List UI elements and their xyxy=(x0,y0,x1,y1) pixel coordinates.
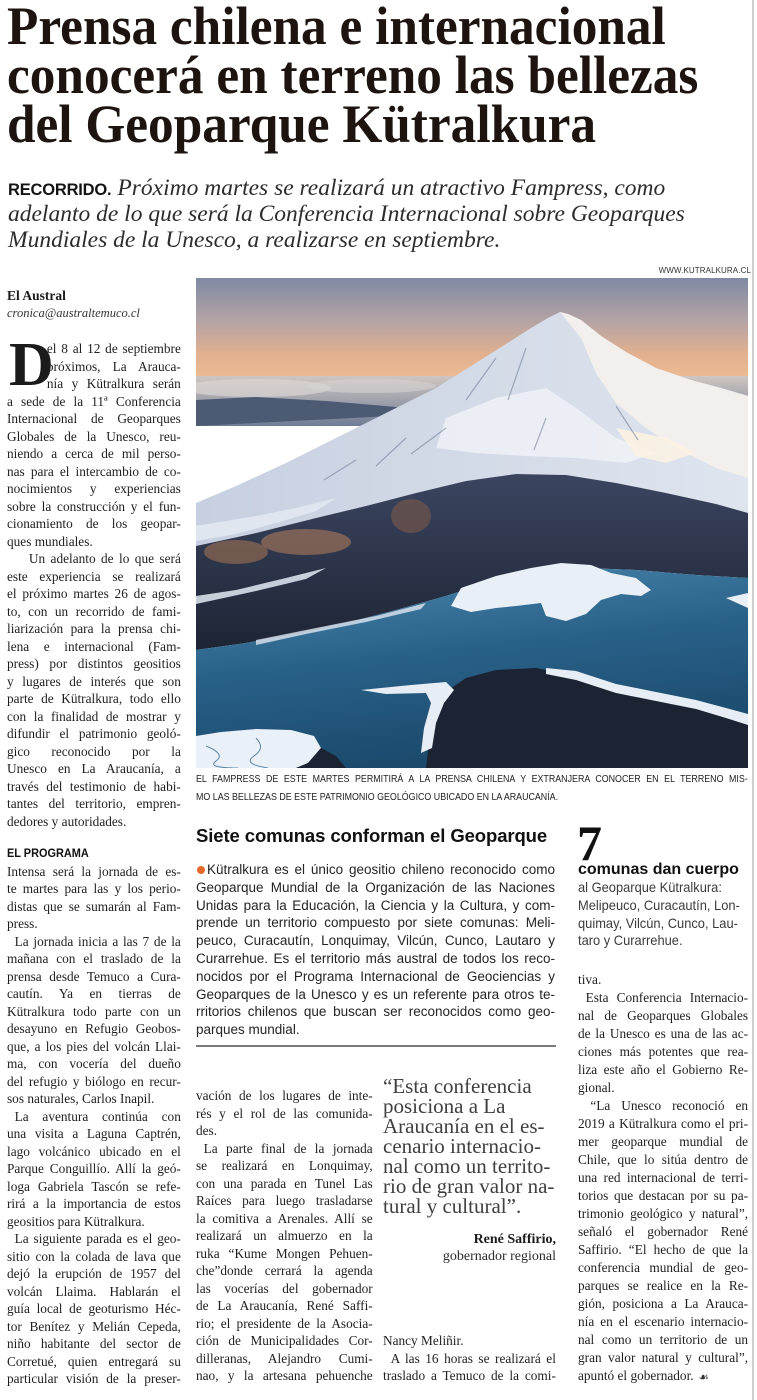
headline-line: Prensa chilena e internacional xyxy=(7,0,666,56)
text-line: sitio con la colada de lava que xyxy=(7,1249,181,1265)
sidebar-line: nocidos por el Programa Internacional de Geociencias y xyxy=(196,968,555,984)
sunlit-patch xyxy=(391,499,431,533)
text-line: con una parada en Tunel Las xyxy=(196,1176,373,1192)
text-line: sos naturales, Carlos Inapil. xyxy=(7,1092,155,1107)
text-line: Parque Conguillío. Allí la geó- xyxy=(7,1162,181,1177)
text-line: sobre la construcción y el fun- xyxy=(7,499,181,515)
quote-role: gobernador regional xyxy=(442,1249,556,1264)
paragraph xyxy=(383,1351,556,1386)
deck-text: Próximo martes se realizará un atractivo Fampress, como xyxy=(117,175,666,201)
text-line: y lugares de interés que son xyxy=(7,674,181,690)
text-line: dejó la erupción de 1957 del xyxy=(7,1267,181,1282)
deck-rest xyxy=(8,201,685,253)
deck-line xyxy=(8,175,685,201)
text-line: realizará un almuerzo en la xyxy=(196,1229,373,1244)
text-line: rirá a la importancia de estos xyxy=(7,1197,181,1212)
text-line: nas para el intercambio de co- xyxy=(7,464,181,480)
byline-email: cronica@australtemuco.cl xyxy=(7,306,140,320)
text-line: parte de Kütralkura, todo ello xyxy=(7,692,181,707)
deck-line: Mundiales de la Unesco, a realizarse en septiembre. xyxy=(8,227,501,253)
factbox-line: quimay, Vilcún, Cunco, Lau- xyxy=(578,914,738,931)
text-line: nía en el escenario internacio- xyxy=(578,1315,749,1330)
text-line: ciones más potentes que rea- xyxy=(578,1045,749,1060)
text-line: La siguiente parada es el geo- xyxy=(14,1232,181,1247)
sidebar-line: Unidas para la Educación, la Ciencia y la Cultura, y com- xyxy=(196,897,555,913)
factbox-number: 7 xyxy=(577,815,602,871)
text-line: guía local de geoturismo Héc- xyxy=(7,1302,181,1317)
sidebar-divider xyxy=(196,1045,556,1047)
text-line: desayuno en Refugio Geobos- xyxy=(7,1022,181,1037)
text-line: che”donde cerrará la agenda xyxy=(196,1264,373,1279)
text-line: La parte final de la jornada xyxy=(203,1141,373,1157)
sidebar-body xyxy=(196,861,555,1039)
sidebar-line: Geoparques de la Unesco y es un referente para otros te- xyxy=(196,986,555,1002)
text-line: cautín. Ya en tierras de xyxy=(7,987,181,1002)
text-line: press. xyxy=(7,917,38,932)
text-line: La jornada inicia a las 7 de la xyxy=(14,934,181,950)
text-line: Chile, que lo sitúa dentro de xyxy=(578,1153,749,1168)
text-line: distas que se sumarán al Fam- xyxy=(7,899,181,915)
text-line: con la finalidad de mostrar y xyxy=(7,709,181,725)
text-line: Un adelanto de lo que será xyxy=(28,552,181,567)
volcano-photo-svg xyxy=(196,278,748,768)
sidebar-line: Kütralkura es el único geositio chileno reconocido como xyxy=(207,862,555,877)
text-line: Intensa será la jornada de es- xyxy=(7,864,181,880)
paragraph xyxy=(7,1109,181,1232)
text-line: lena e internacional (Fam- xyxy=(7,639,181,655)
text-line: este experiencia se realizará xyxy=(7,569,181,585)
text-line: particular visión de la preser- xyxy=(7,1372,181,1387)
text-line: gran valor natural y cultural”, xyxy=(578,1351,749,1366)
text-line: to, con un recorrido de fami- xyxy=(7,604,181,620)
factbox-title: comunas dan cuerpo xyxy=(578,861,739,878)
quote-line: rio de gran valor na- xyxy=(383,1174,555,1198)
text-line: nocimientos y experiencias xyxy=(7,482,181,497)
text-line: Kütralkura todo parte con un xyxy=(7,1004,181,1020)
text-line: Globales de la Unesco, reu- xyxy=(7,429,181,445)
text-line: loga Gabriela Tascón se refe- xyxy=(7,1179,181,1195)
byline-author: El Austral xyxy=(7,288,66,303)
sidebar-line: Curarrehue. Es el territorio más austral de todos los reco- xyxy=(196,950,555,966)
text-line: a sede de la 11ª Conferencia xyxy=(7,394,181,410)
text-line: liza este año el Gobierno Re- xyxy=(578,1063,749,1078)
deck-label: RECORRIDO. xyxy=(8,181,112,199)
text-line: Nancy Meliñir. xyxy=(383,1334,464,1349)
text-line: te martes para las y los perio- xyxy=(7,882,181,897)
quote-line: posiciona a La xyxy=(383,1094,506,1118)
text-line: del refugio y biólogo en recur- xyxy=(7,1074,181,1090)
text-line: Raíces para luego trasladarse xyxy=(196,1194,373,1209)
text-line: nal de Geoparques Globales xyxy=(578,1009,749,1024)
text-line: nía y Kütralkura serán xyxy=(46,377,181,392)
text-line: trimonio geológico y natural”, xyxy=(578,1207,749,1222)
text-line: el 8 al 12 de septiembre xyxy=(46,342,181,357)
text-line: des. xyxy=(196,1124,218,1139)
text-line: niendo a cerca de mil perso- xyxy=(7,447,181,462)
text-line: señaló el gobernador René xyxy=(578,1225,749,1240)
paragraph xyxy=(196,1088,373,1141)
cloud xyxy=(306,379,436,393)
text-line: mer geoparque mundial de xyxy=(578,1135,749,1150)
quote-line: cenario internacio- xyxy=(383,1134,541,1158)
deck-line: adelanto de lo que será la Conferencia Internacional sobre Geoparques xyxy=(8,201,685,227)
text-line: través del testimonio de habi- xyxy=(7,779,181,795)
paragraph xyxy=(578,972,748,990)
factbox-line: al Geoparque Kütralkura: xyxy=(578,879,722,895)
text-line: próximos, La Arauca- xyxy=(46,359,181,375)
text-line: rés y el rol de las comunida- xyxy=(196,1106,373,1122)
pull-quote xyxy=(383,1076,557,1216)
sidebar-heading: Siete comunas conforman el Geoparque xyxy=(196,825,548,846)
section-subhead: EL PROGRAMA xyxy=(7,848,89,860)
text-line: vación de los lugares de inte- xyxy=(196,1089,373,1104)
column-3 xyxy=(383,1333,565,1386)
paragraph xyxy=(383,1333,556,1351)
headline xyxy=(7,0,735,154)
text-line: dilleranas, Alejandro Cumi- xyxy=(196,1351,373,1367)
text-line: el próximo martes 26 de agos- xyxy=(7,587,181,602)
text-line: tantes del territorio, empren- xyxy=(7,797,181,812)
text-line: press) por distintos geositios xyxy=(7,657,181,672)
quote-line: Araucanía en el es- xyxy=(383,1114,545,1138)
text-line: niño habitante del sector de xyxy=(7,1337,181,1352)
text-line: gión, posiciona a La Arauca- xyxy=(578,1297,749,1312)
text-line: una visita a Laguna Captrén, xyxy=(7,1127,181,1142)
text-line: ques mundiales. xyxy=(7,534,93,550)
text-line: conferencia mundial de geo- xyxy=(578,1261,749,1276)
text-line: Saffirio. “El hecho de que la xyxy=(578,1243,749,1258)
sidebar-line: Geoparque Mundial de la Organización de las Naciones xyxy=(196,879,555,895)
text-line: ción de Municipalidades Cor- xyxy=(196,1334,373,1349)
text-line: tiva. xyxy=(578,973,602,988)
quote-line: “Esta conferencia xyxy=(383,1074,532,1098)
text-line: La aventura continúa con xyxy=(14,1109,181,1125)
text-line: ma, con vocería del dueño xyxy=(7,1057,181,1072)
photo-credit: WWW.KUTRALKURA.CL xyxy=(658,266,751,275)
text-line: prensa desde Temuco a Cura- xyxy=(7,969,181,985)
sidebar-line: rritorios chilenos que buscan ser reconocidos como geo- xyxy=(196,1004,555,1020)
deck xyxy=(8,175,685,253)
end-of-article-icon: ☙ xyxy=(698,1370,709,1384)
text-line: las vocerías del gobernador xyxy=(196,1281,373,1297)
text-line: Unesco en La Araucanía, a xyxy=(7,762,181,777)
text-line: dedores y autoridades. xyxy=(7,814,127,830)
text-line: cionamiento de los geopar- xyxy=(7,517,181,532)
text-line: ruka “Kume Mongen Pehuen- xyxy=(196,1246,373,1262)
text-line: A las 16 horas se realizará el xyxy=(390,1351,556,1367)
text-line: nao, y la artesana pehuenche xyxy=(196,1369,373,1384)
text-line: Internacional de Geoparques xyxy=(7,412,181,427)
text-line: geositios para Kütralkura. xyxy=(7,1214,145,1230)
quote-line: tural y cultural”. xyxy=(383,1194,522,1218)
headline-line: conocerá en terreno las bellezas xyxy=(7,45,699,105)
text-line: una red internacional de terri- xyxy=(578,1171,749,1186)
headline-line: del Geoparque Kütralkura xyxy=(7,94,597,154)
caption-line: EL FAMPRESS DE ESTE MARTES PERMITIRÁ A LA PRENSA CHILENA Y EXTRANJERA CONOCER EN EL TERRENO MIS- xyxy=(196,773,748,785)
paragraph xyxy=(578,990,748,1098)
text-line: parques se realice en la Re- xyxy=(578,1279,749,1294)
factbox-body xyxy=(578,879,748,950)
drop-cap: D xyxy=(9,331,54,399)
paragraph xyxy=(196,1141,373,1386)
paragraph xyxy=(7,341,181,551)
caption-line: MO LAS BELLEZAS DE ESTE PATRIMONIO GEOLÓGICO UBICADO EN LA ARAUCANÍA. xyxy=(196,791,559,803)
text-line: “La Unesco reconoció en xyxy=(590,1099,749,1114)
text-line: difundir el patrimonio geoló- xyxy=(7,727,181,742)
text-line: rio; el presidente de la Asocia- xyxy=(196,1316,373,1332)
factbox-line: taro y Curarrehue. xyxy=(578,932,683,949)
text-line: torios que destacan por su pa- xyxy=(578,1189,749,1204)
sidebar-line: peuco, Curacautín, Lonquimay, Vilcún, Cunco, Lautaro y xyxy=(196,933,555,949)
paragraph xyxy=(7,1231,181,1389)
sidebar-line: prende un territorio compuesto por siete comunas: Meli- xyxy=(196,915,555,931)
photo-caption xyxy=(196,770,748,806)
text-line: que, a los pies del volcán Llai- xyxy=(7,1039,181,1055)
paragraph xyxy=(7,864,181,934)
text-line: tor Benítez y Melián Cepeda, xyxy=(7,1319,181,1335)
sunlit-patch xyxy=(261,529,351,555)
text-line: apuntó el gobernador. xyxy=(578,1369,694,1384)
paragraph xyxy=(578,1098,748,1386)
column-2 xyxy=(196,1088,382,1386)
text-line: 2019 a Kütralkura como el pri- xyxy=(578,1117,749,1132)
text-line: mañana con el traslado de la xyxy=(7,952,181,967)
text-line: gional. xyxy=(578,1081,615,1096)
text-line: volcán Llaima. Hablarán el xyxy=(7,1284,181,1300)
paragraph xyxy=(7,551,181,831)
text-line: liarización para la prensa chi- xyxy=(7,622,181,637)
factbox-line: Melipeuco, Curacautín, Lon- xyxy=(578,896,740,913)
text-line: se realizará en Lonquimay, xyxy=(196,1159,373,1174)
quote-line: nal como un territo- xyxy=(383,1154,551,1178)
quote-author: René Saffirio, xyxy=(473,1232,556,1247)
text-line: la comitiva a Arenales. Allí se xyxy=(196,1211,373,1227)
paragraph xyxy=(7,934,181,1109)
text-line: lago volcánico ubicado en el xyxy=(7,1144,181,1160)
column-4 xyxy=(578,972,757,1386)
sidebar-line: parques mundial. xyxy=(196,1022,300,1038)
volcano-photo xyxy=(196,278,748,768)
text-line: traslado a Temuco de la comi- xyxy=(383,1369,556,1384)
text-line: nal como un territorio de un xyxy=(578,1333,749,1348)
text-line: Corretué, quien entregará su xyxy=(7,1354,181,1370)
text-line: de la Unesco es una de las ac- xyxy=(578,1027,749,1042)
text-line: Esta Conferencia Internacio- xyxy=(585,991,749,1006)
text-line: gico reconocido por la xyxy=(7,744,181,760)
column-1-top xyxy=(7,341,190,831)
sunlit-patch xyxy=(204,540,268,564)
text-line: de La Araucanía, René Saffi- xyxy=(196,1299,373,1314)
column-1-bottom xyxy=(7,846,190,1389)
